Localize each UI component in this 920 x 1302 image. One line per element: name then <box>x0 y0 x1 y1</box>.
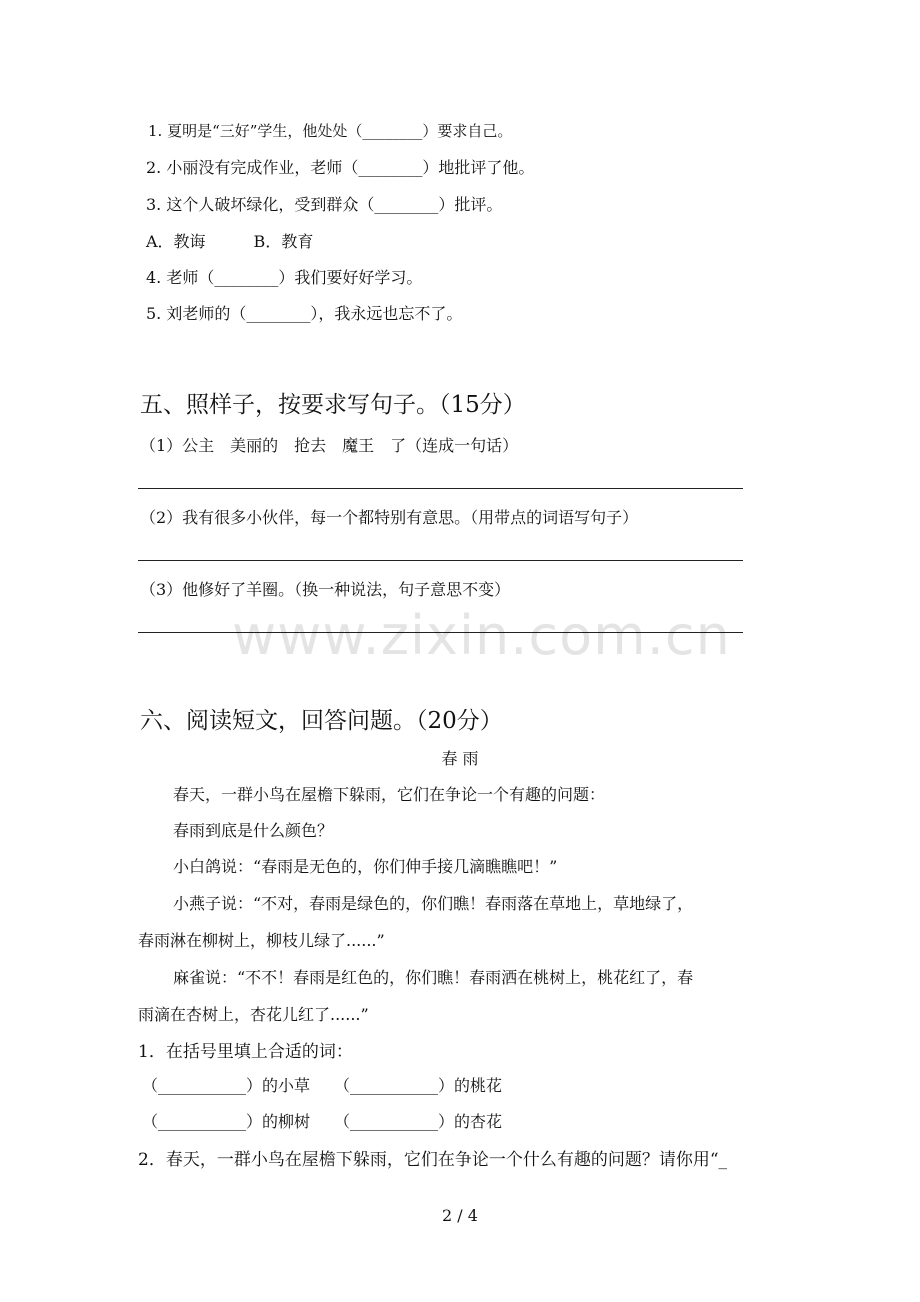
answer-line-2[interactable] <box>138 560 743 561</box>
passage-paragraph-4b: 春雨淋在柳树上，柳枝儿绿了......” <box>138 931 385 950</box>
part4-line-4: 4. 老师（________）我们要好好学习。 <box>146 268 423 287</box>
part5-question-3: （3）他修好了羊圈。（换一种说法，句子意思不变） <box>140 580 511 599</box>
answer-line-1[interactable] <box>138 488 743 489</box>
watermark: www.zixin.com.cn <box>232 604 731 667</box>
part4-line-2: 2. 小丽没有完成作业，老师（________）地批评了他。 <box>146 158 535 177</box>
part5-title: 五、照样子，按要求写句子。（15分） <box>140 392 526 418</box>
passage-paragraph-5a: 麻雀说：“不不！春雨是红色的，你们瞧！春雨洒在桃树上，桃花红了，春 <box>173 968 694 987</box>
part6-question-2: 2．春天，一群小鸟在屋檐下躲雨，它们在争论一个什么有趣的问题？请你用“_ <box>138 1150 728 1170</box>
fill-row-1: （___________）的小草 （___________）的桃花 <box>142 1076 503 1095</box>
part4-line-5: 5. 刘老师的（________），我永远也忘不了。 <box>146 304 463 323</box>
part4-line-3: 3. 这个人破坏绿化，受到群众（________）批评。 <box>146 195 503 214</box>
part5-question-1: （1）公主 美丽的 抢去 魔王 了（连成一句话） <box>140 436 519 455</box>
passage-paragraph-4a: 小燕子说：“不对，春雨是绿色的，你们瞧！春雨落在草地上，草地绿了， <box>173 894 694 913</box>
part4-options: A．教诲 B．教育 <box>146 232 314 251</box>
fill-row-2: （___________）的柳树 （___________）的杏花 <box>142 1112 503 1131</box>
passage-paragraph-3: 小白鸽说：“春雨是无色的，你们伸手接几滴瞧瞧吧！” <box>173 857 558 876</box>
part5-question-2: （2）我有很多小伙伴，每一个都特别有意思。（用带点的词语写句子） <box>140 508 639 527</box>
part4-line-1: 1. 夏明是“三好”学生，他处处（________）要求自己。 <box>148 122 513 140</box>
part6-title: 六、阅读短文，回答问题。（20分） <box>140 708 503 734</box>
passage-paragraph-2: 春雨到底是什么颜色？ <box>173 821 334 840</box>
passage-paragraph-5b: 雨滴在杏树上，杏花儿红了......” <box>138 1005 369 1024</box>
page-number: 2 / 4 <box>442 1206 478 1225</box>
part6-question-1: 1．在括号里填上合适的词： <box>138 1042 353 1062</box>
passage-title: 春 雨 <box>441 749 479 768</box>
passage-paragraph-1: 春天，一群小鸟在屋檐下躲雨，它们在争论一个有趣的问题： <box>173 785 606 804</box>
